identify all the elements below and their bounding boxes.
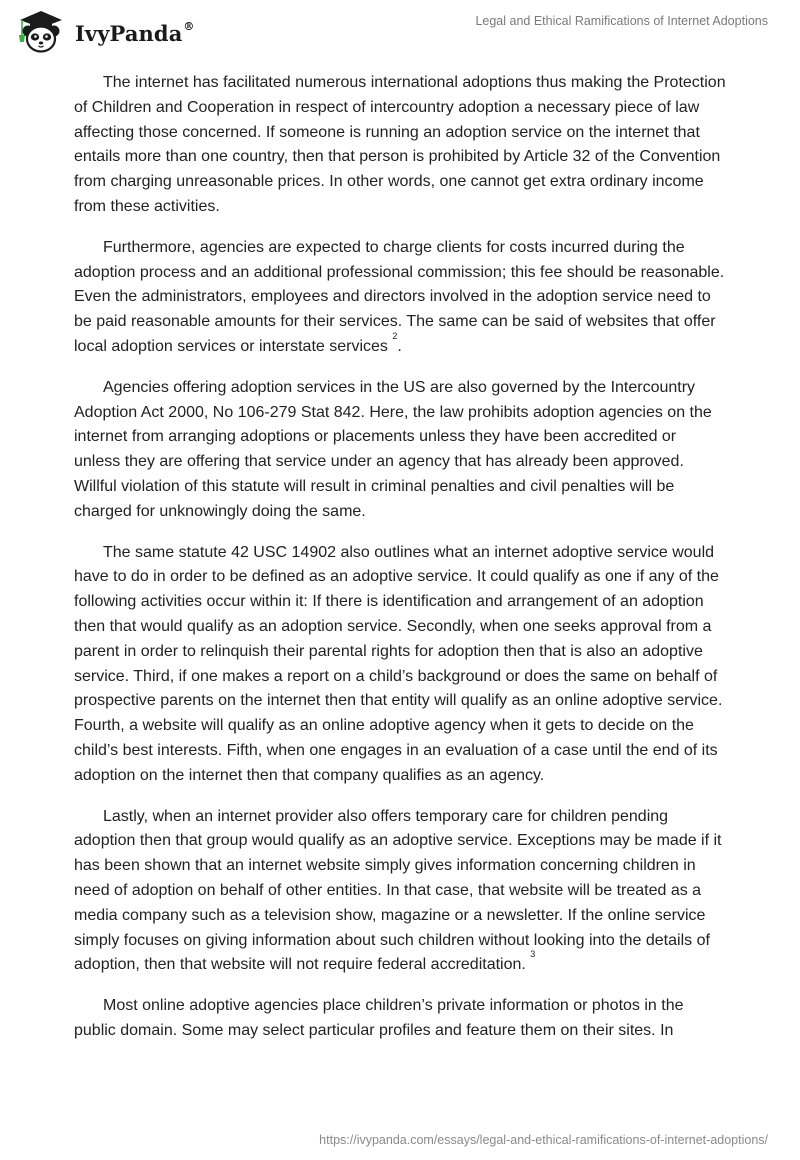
registered-mark: ® (183, 19, 195, 33)
paragraph-text: The internet has facilitated numerous international adoptions thus making the Protection of Children and Cooperation in respect of intercountry adoption a necessary piece of law affecting those concerned. If someone is running an adoption service on the internet that entails more than one country, then that person is prohibited by Article 32 of the Convention from charging unreasonable prices. In other words, one cannot get extra ordinary income from these activities. (74, 74, 726, 215)
footnote-ref-2[interactable]: 2 (392, 330, 398, 341)
essay-body (74, 71, 726, 1060)
paragraph-2 (74, 236, 726, 360)
paragraph-1 (74, 71, 726, 220)
brand-name (75, 21, 195, 46)
paragraph-text: Agencies offering adoption services in the US are also governed by the Intercountry Adoption Act 2000, No 106-279 Stat 842. Here, the law prohibits adoption agencies on the internet from arranging adoptions or placements unless they have been accredited or unless they are offering that service under an agency that has already been approved. Willful violation of this statute will result in criminal penalties and civil penalties will be charged for unknowingly doing the same. (74, 378, 712, 520)
page-header (0, 0, 800, 60)
brand-label: IvyPanda (75, 20, 183, 46)
paragraph-tail: . (397, 337, 402, 355)
paragraph-text: Lastly, when an internet provider also offers temporary care for children pending adoption then that group would qualify as an adoptive service. Exceptions may be made if it has been shown that an internet website simply gives information concerning children in need of adoption on behalf of other entities. In that case, that website will be treated as a media company such as a television show, magazine or a newsletter. If the online service simply focuses on giving information about such children without looking into the details of adoption, then that website will not require federal accreditation. (74, 807, 722, 974)
paragraph-6 (74, 994, 726, 1044)
panda-graduate-icon (16, 9, 66, 55)
paragraph-text: Most online adoptive agencies place children’s private information or photos in the public domain. Some may select particular profiles and feature them on their sites. In (74, 997, 684, 1039)
paragraph-text: The same statute 42 USC 14902 also outlines what an internet adoptive service would have to do in order to be defined as an adoptive service. It could qualify as one if any of the following activities occur within it: If there is identification and arrangement of an adoption then that would qualify as an adoption service. Secondly, when one seeks approval from a parent in order to relinquish their parental rights for adoption then that is also an adoptive service. Third, if one makes a report on a child’s background or does the same on behalf of prospective parents on the internet then that entity will qualify as an online adoptive service. Fourth, a website will qualify as an online adoptive agency when it gets to decide on the child’s best interests. Fifth, when one engages in an evaluation of a case until the end of its adoption on the internet then that company qualifies as an agency. (74, 543, 723, 784)
paragraph-5 (74, 805, 726, 979)
paragraph-4 (74, 541, 726, 789)
paragraph-3 (74, 376, 726, 525)
source-url[interactable]: https://ivypanda.com/essays/legal-and-ethical-ramifications-of-internet-adoptions/ (319, 1133, 768, 1147)
ivypanda-logo[interactable] (16, 9, 195, 55)
footnote-ref-3[interactable]: 3 (530, 949, 536, 960)
document-title: Legal and Ethical Ramifications of Internet Adoptions (475, 14, 768, 28)
paragraph-text: Furthermore, agencies are expected to charge clients for costs incurred during the adoption process and an additional professional commission; this fee should be reasonable. Even the administrators, employees and directors involved in the adoption service need to be paid reasonable amounts for their services. The same can be said of websites that offer local adoption services or interstate services (74, 238, 725, 355)
